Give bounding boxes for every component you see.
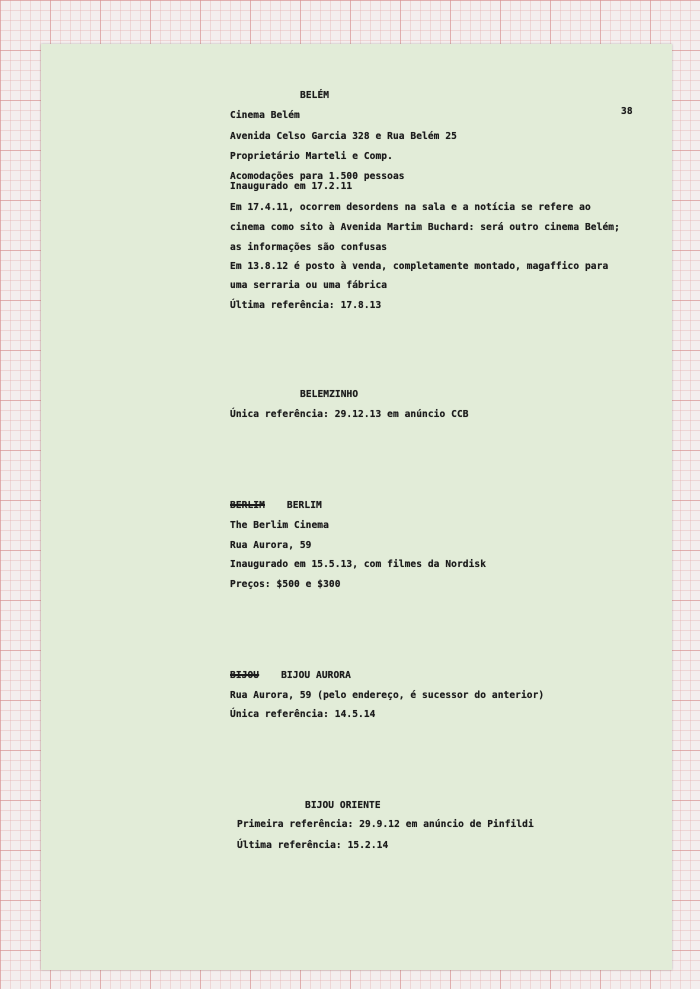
belem-line: Acomodações para 1.500 pessoas [230,171,405,182]
heading-bijou-aurora [230,670,351,682]
belemzinho-line: Única referência: 29.12.13 em anúncio CCB [230,409,469,420]
bijou-aurora-line: Rua Aurora, 59 (pelo endereço, é sucessor do anterior) [230,690,545,701]
belem-line: as informações são confusas [230,242,388,253]
heading-belem: BELÉM [300,90,330,101]
heading-bijou-aurora-text: BIJOU AURORA [281,670,351,681]
sheet-text [41,44,672,970]
berlim-line: The Berlim Cinema [230,520,329,531]
belem-line: cinema como sito à Avenida Martim Buchard: será outro cinema Belém; [230,222,620,233]
struck-heading-berlim: BERLIM [230,500,265,511]
belem-line: Cinema Belém [230,110,300,121]
berlim-line: Preços: $500 e $300 [230,579,341,590]
belem-line: Inaugurado em 17.2.11 [230,181,353,192]
berlim-line: Rua Aurora, 59 [230,540,312,551]
heading-bijou-oriente: BIJOU ORIENTE [305,800,381,811]
bijou-oriente-line: Primeira referência: 29.9.12 em anúncio de Pinfildi [237,819,534,830]
bijou-aurora-line: Única referência: 14.5.14 [230,709,376,720]
struck-heading-bijou: BIJOU [230,670,260,681]
belem-line: Em 13.8.12 é posto à venda, completamente montado, magaffico para [230,261,609,272]
heading-berlim [230,500,322,512]
belem-line: Proprietário Marteli e Comp. [230,151,393,162]
belem-line: Última referência: 17.8.13 [230,300,382,311]
page-number: 38 [621,106,633,117]
belem-line: Avenida Celso Garcia 328 e Rua Belém 25 [230,131,457,142]
typed-sheet [41,44,672,970]
belem-line: uma serraria ou uma fábrica [230,280,388,291]
berlim-line: Inaugurado em 15.5.13, com filmes da Nordisk [230,559,487,570]
heading-belemzinho: BELEMZINHO [300,389,359,400]
heading-berlim-text: BERLIM [286,500,322,511]
belem-line: Em 17.4.11, ocorrem desordens na sala e a notícia se refere ao [230,202,591,213]
bijou-oriente-line: Última referência: 15.2.14 [237,840,389,851]
